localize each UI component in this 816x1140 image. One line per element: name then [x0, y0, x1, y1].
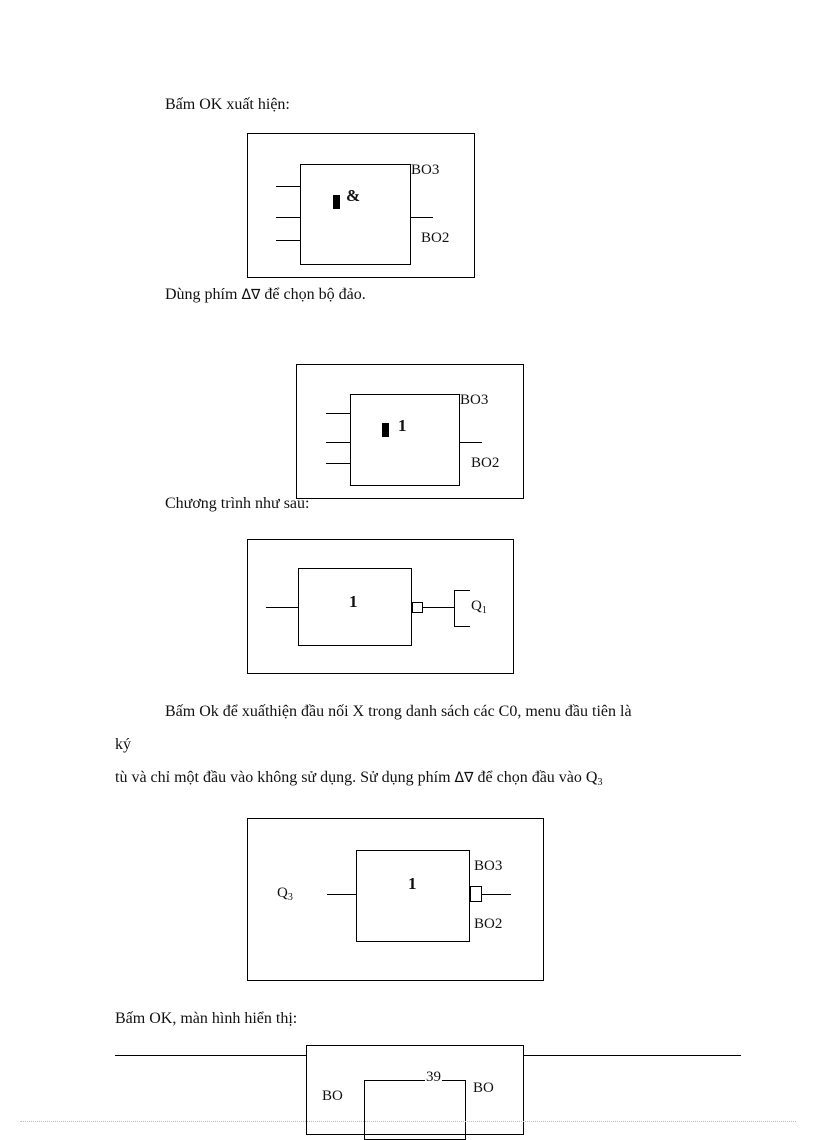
- paragraph-screen-shows: Bấm OK, màn hình hiển thị:: [115, 1010, 298, 1027]
- input-line: [276, 240, 300, 241]
- delta-nabla-symbol: Δ∇: [241, 287, 261, 303]
- label-bo2: BO2: [474, 916, 503, 932]
- input-line: [327, 894, 356, 895]
- paragraph-ok-appears: Bấm OK xuất hiện:: [165, 96, 290, 113]
- paragraph-choose-inverter: [165, 286, 366, 304]
- input-line: [326, 413, 350, 414]
- label-bo-right: BO: [473, 1080, 494, 1096]
- label-bo2: BO2: [421, 230, 450, 246]
- label-bo3: BO3: [460, 392, 489, 408]
- output-letter: Q: [471, 598, 482, 614]
- input-line: [326, 463, 350, 464]
- inverter-symbol: 1: [398, 416, 407, 435]
- page-number: 39: [426, 1069, 441, 1085]
- text-run: Dùng phím: [165, 286, 242, 303]
- label-bo-left: BO: [322, 1088, 343, 1104]
- output-line: [423, 607, 454, 608]
- coil-bracket-top: [454, 590, 470, 591]
- paragraph-connector-line2: ký: [115, 736, 131, 753]
- cursor-block: [333, 195, 340, 209]
- delta-nabla-symbol: Δ∇: [454, 770, 474, 786]
- cursor-block: [382, 423, 389, 437]
- paragraph-connector-line1: Bấm Ok để xuấthiện đầu nối X trong danh sách các C0, menu đầu tiên là: [165, 703, 632, 720]
- diagram-input-q3-block: [356, 850, 470, 942]
- coil-bracket: [454, 590, 455, 626]
- paragraph-program: Chương trình như sau:: [165, 495, 310, 512]
- text-run: tù và chỉ một đầu vào không sử dụng. Sử dụng phím: [115, 769, 455, 786]
- input-index: 3: [287, 892, 293, 903]
- input-letter: Q: [277, 885, 288, 901]
- label-bo3: BO3: [474, 858, 503, 874]
- diagram-result-block: [364, 1080, 466, 1140]
- footer-line-right: [524, 1055, 741, 1056]
- subscript: 3: [597, 777, 603, 788]
- negation-square: [470, 886, 482, 902]
- paragraph-connector-line3: [115, 769, 602, 788]
- label-bo2: BO2: [471, 455, 500, 471]
- input-line: [326, 442, 350, 443]
- input-line: [276, 217, 300, 218]
- input-line: [276, 186, 300, 187]
- inverter-symbol: 1: [408, 874, 417, 893]
- output-line: [411, 217, 433, 218]
- input-line: [266, 607, 298, 608]
- inverter-symbol: 1: [349, 592, 358, 611]
- output-index: 1: [481, 605, 487, 616]
- negation-square: [412, 602, 423, 613]
- diagram-and-gate-block: [300, 164, 411, 265]
- footer-line-left: [115, 1055, 306, 1056]
- output-q1-label: [471, 598, 487, 619]
- and-symbol: &: [346, 186, 361, 205]
- label-bo3: BO3: [411, 162, 440, 178]
- text-run: để chọn đầu vào Q: [473, 769, 598, 786]
- diagram-inverter-block: [350, 394, 460, 486]
- output-line: [482, 894, 511, 895]
- input-q3-label: [277, 885, 293, 906]
- output-line: [460, 442, 482, 443]
- text-run: để chọn bộ đảo.: [260, 286, 366, 303]
- coil-bracket-bottom: [454, 626, 470, 627]
